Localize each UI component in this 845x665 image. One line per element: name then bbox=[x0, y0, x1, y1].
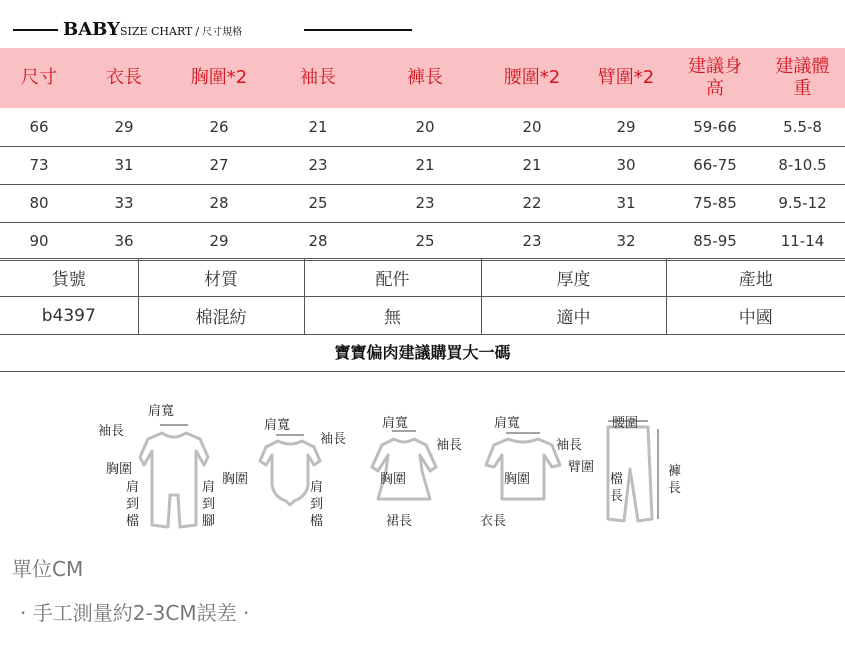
header-cell bbox=[760, 48, 845, 108]
dress-sleeve-label: 袖長 bbox=[436, 438, 463, 453]
header-cell: 衣長 bbox=[106, 67, 142, 88]
table-cell: 30 bbox=[616, 156, 636, 174]
header-rule-left bbox=[13, 29, 58, 31]
size-recommendation: 寶寶偏肉建議購買大一碼 bbox=[334, 343, 511, 362]
info-header-cell: 配件 bbox=[304, 259, 481, 297]
brand-subtitle: SIZE CHART bbox=[119, 25, 193, 38]
table-cell: 28 bbox=[209, 194, 229, 212]
table-cell: 29 bbox=[209, 232, 229, 250]
info-header-cell: 材質 bbox=[138, 259, 304, 297]
bodysuit-shoulder-to-crotch-label: 肩到檔 bbox=[310, 480, 324, 529]
header-cell: 臂圍*2 bbox=[597, 67, 655, 88]
dress-shoulder-label: 肩寬 bbox=[382, 416, 409, 431]
bodysuit-sleeve-label: 袖長 bbox=[320, 432, 347, 447]
header-rule-right bbox=[304, 29, 412, 31]
header-cell-text: 建議身高 bbox=[688, 56, 742, 99]
table-cell: 20 bbox=[415, 117, 435, 136]
info-header-cell: 產地 bbox=[666, 259, 845, 297]
table-cell: 25 bbox=[415, 232, 435, 250]
brand-separator: / bbox=[195, 25, 200, 38]
info-value-cell: b4397 bbox=[0, 297, 138, 335]
table-cell: 22 bbox=[522, 194, 542, 212]
table-cell: 26 bbox=[209, 117, 229, 136]
table-cell: 31 bbox=[114, 156, 134, 174]
romper-outline bbox=[140, 433, 208, 527]
table-cell: 85-95 bbox=[693, 232, 737, 250]
table-cell: 5.5-8 bbox=[783, 117, 822, 136]
header-cell: 褲長 bbox=[407, 67, 443, 88]
product-info-table bbox=[0, 258, 845, 335]
table-cell: 90 bbox=[29, 232, 49, 250]
brand-title bbox=[63, 19, 242, 40]
size-table-header bbox=[0, 48, 845, 108]
table-cell: 23 bbox=[415, 194, 435, 212]
top-outline bbox=[486, 439, 560, 499]
dress-outline bbox=[372, 439, 436, 499]
table-cell: 59-66 bbox=[693, 117, 737, 136]
measurement-diagrams bbox=[90, 395, 700, 540]
header-cell bbox=[670, 48, 760, 108]
size-recommendation-row bbox=[0, 334, 845, 372]
header-cell: 尺寸 bbox=[21, 67, 57, 88]
table-cell: 27 bbox=[209, 156, 229, 174]
info-header-cell: 貨號 bbox=[0, 259, 138, 297]
table-cell: 21 bbox=[415, 156, 435, 174]
brand-subtitle-cn: 尺寸規格 bbox=[202, 27, 243, 38]
pants-length-label: 褲長 bbox=[668, 464, 682, 496]
table-cell: 8-10.5 bbox=[778, 156, 827, 174]
table-cell: 32 bbox=[616, 232, 636, 250]
table-cell: 29 bbox=[616, 117, 636, 136]
table-cell: 75-85 bbox=[693, 194, 737, 212]
info-header-cell: 厚度 bbox=[481, 259, 666, 297]
measurement-note: · 手工測量約2-3CM誤差 · bbox=[20, 601, 250, 625]
pants-crotch-label: 檔長 bbox=[610, 472, 624, 504]
romper-sleeve-label: 袖長 bbox=[98, 424, 125, 439]
table-row bbox=[0, 184, 845, 222]
unit-label: 單位CM bbox=[12, 557, 84, 581]
info-value-cell: 棉混紡 bbox=[138, 297, 304, 335]
table-cell: 11-14 bbox=[780, 232, 825, 250]
top-arm-label: 臂圍 bbox=[568, 460, 595, 475]
brand-name: BABY bbox=[63, 19, 120, 40]
dress-skirt-length-label: 裙長 bbox=[386, 514, 413, 529]
header-cell: 腰圍*2 bbox=[503, 67, 561, 88]
info-value-cell: 中國 bbox=[666, 297, 845, 335]
table-cell: 21 bbox=[308, 117, 328, 136]
info-header-row bbox=[0, 259, 845, 297]
pants-waist-label: 腰圍 bbox=[612, 416, 639, 431]
table-cell: 20 bbox=[522, 117, 542, 136]
table-cell: 29 bbox=[114, 117, 134, 136]
info-value-cell: 適中 bbox=[481, 297, 666, 335]
top-length-label: 衣長 bbox=[480, 514, 507, 529]
table-row bbox=[0, 222, 845, 260]
header-cell-text: 建議體重 bbox=[775, 56, 830, 99]
romper-shoulder-to-crotch-label: 肩到檔 bbox=[126, 480, 140, 529]
romper-chest-label: 胸圍 bbox=[106, 462, 133, 477]
info-value-row bbox=[0, 297, 845, 335]
top-chest-label: 胸圍 bbox=[504, 472, 531, 487]
table-cell: 66 bbox=[29, 117, 49, 136]
table-cell: 28 bbox=[308, 232, 328, 250]
table-row bbox=[0, 108, 845, 146]
table-cell: 25 bbox=[308, 194, 328, 212]
table-cell: 80 bbox=[29, 194, 49, 212]
table-cell: 31 bbox=[616, 194, 636, 212]
table-cell: 21 bbox=[522, 156, 542, 174]
romper-shoulder-to-foot-label: 肩到腳 bbox=[202, 480, 216, 529]
romper-shoulder-label: 肩寬 bbox=[148, 404, 175, 419]
size-table bbox=[0, 48, 845, 261]
table-cell: 73 bbox=[29, 156, 49, 174]
header-cell: 胸圍*2 bbox=[190, 67, 248, 88]
table-row bbox=[0, 146, 845, 184]
info-value-cell: 無 bbox=[304, 297, 481, 335]
dress-chest-label: 胸圍 bbox=[380, 472, 407, 487]
table-cell: 33 bbox=[114, 194, 134, 212]
table-cell: 36 bbox=[114, 232, 134, 250]
header-cell: 袖長 bbox=[300, 67, 336, 88]
table-cell: 9.5-12 bbox=[778, 194, 827, 212]
top-sleeve-label: 袖長 bbox=[556, 438, 583, 453]
table-cell: 23 bbox=[308, 156, 328, 174]
table-cell: 23 bbox=[522, 232, 542, 250]
bodysuit-shoulder-label: 肩寬 bbox=[264, 418, 291, 433]
top-shoulder-label: 肩寬 bbox=[494, 416, 521, 431]
table-cell: 66-75 bbox=[693, 156, 737, 174]
bodysuit-chest-label: 胸圍 bbox=[222, 472, 249, 487]
